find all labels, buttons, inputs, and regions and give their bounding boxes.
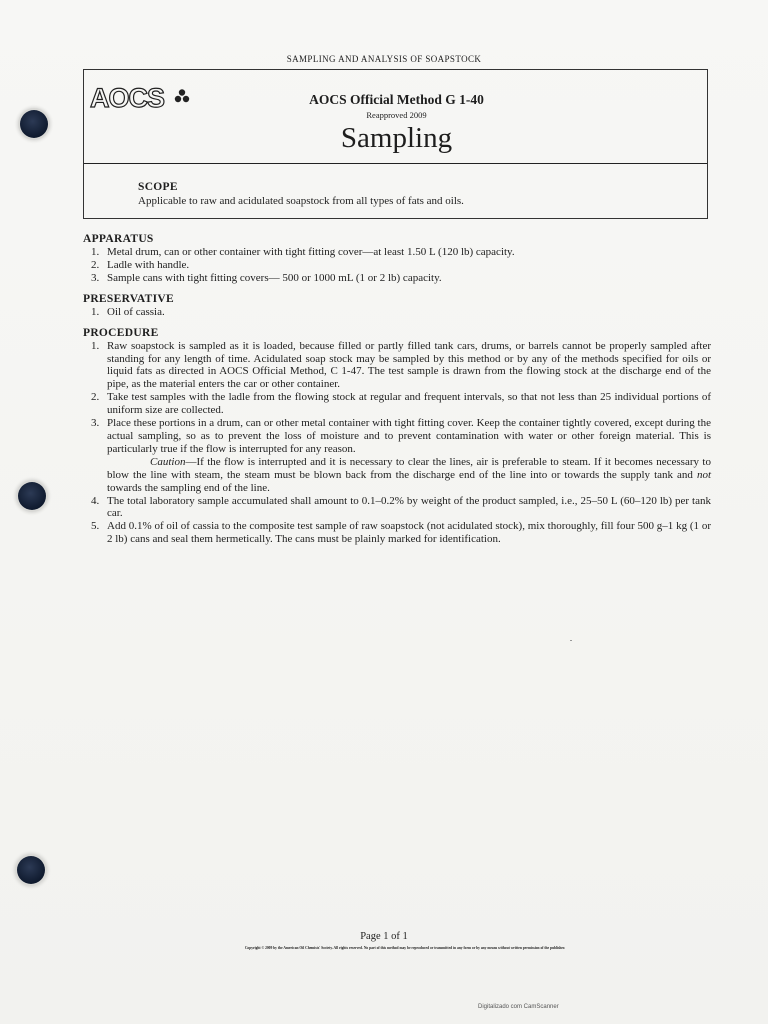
page-title: Sampling [340, 122, 453, 154]
caution-note: Caution—If the flow is interrupted and it is necessary to clear the lines, air is preferable to steam. If it becomes necessary to blow the line with steam, the steam must be blown back from the discharge end of the line into or towards the supply tank and not towards the sampling end of the line. [107, 455, 711, 494]
procedure-heading: PROCEDURE [83, 326, 159, 339]
list-item: 2. Take test samples with the ladle from the flowing stock at regular and frequent intervals, so that not less than 25 individual portions of uniform size are collected. [91, 391, 711, 417]
running-head: SAMPLING AND ANALYSIS OF SOAPSTOCK [286, 54, 482, 64]
preservative-heading: PRESERVATIVE [83, 292, 174, 305]
list-item: 4. The total laboratory sample accumulated shall amount to 0.1–0.2% by weight of the product sampled, i.e., 25–50 L (60–120 lb) per tank car. [91, 494, 711, 520]
scope-heading: SCOPE [138, 181, 178, 193]
binder-hole-middle [18, 482, 46, 510]
procedure-list-continued [83, 495, 711, 547]
binder-hole-top [20, 110, 48, 138]
reapproved-note: Reapproved 2009 [366, 110, 427, 120]
method-body [83, 233, 711, 554]
list-item: 1. Raw soapstock is sampled as it is loaded, because filled or partly filled tank cars, drums, or barrels cannot be properly sampled after standing for any length of time. Acidulated soap stock may be sampled by this method or by any of the methods specified for oils or liquid fats as directed in AOCS Official Method, C 1-47. The test sample is drawn from the flowing stock at the discharge end of the pipe, as the material enters the car or other container. [91, 339, 711, 391]
list-item: 1. Oil of cassia. [91, 305, 165, 318]
apparatus-list [83, 246, 711, 285]
binder-hole-bottom [17, 856, 45, 884]
aocs-logo: AOCS [90, 83, 165, 113]
list-item: 5. Add 0.1% of oil of cassia to the composite test sample of raw soapstock (not acidulated stock), mix thoroughly, fill four 500 g–1 kg (1 or 2 lb) cans and seal them hermetically. The cans must be plainly marked for identification. [91, 520, 711, 546]
page-number: Page 1 of 1 [360, 931, 408, 942]
scanner-watermark: Digitalizado com CamScanner [478, 1004, 559, 1010]
method-header-box [83, 69, 708, 219]
scan-speck [570, 640, 572, 641]
caution-label: Caution [150, 455, 186, 468]
copyright-notice: Copyright © 2009 by the American Oil Chemists' Society. All rights reserved. No part of this method may be reproduced or transmitted in any form or by any means without written permission of the publisher. [244, 946, 566, 950]
apparatus-heading: APPARATUS [83, 233, 154, 245]
procedure-list [83, 340, 711, 456]
preservative-list [83, 306, 711, 319]
list-item: 3. Place these portions in a drum, can or other metal container with tight fitting cover. Keep the container tightly covered, except during the actual sampling, so as to prevent the loss of moisture and to prevent contamination with water or other foreign material. This is particularly true if the flow is interrupted for any reason. [91, 417, 711, 455]
list-item: 3. Sample cans with tight fitting covers— 500 or 1000 mL (1 or 2 lb) capacity. [91, 271, 442, 284]
method-number: AOCS Official Method G 1-40 [309, 92, 484, 107]
header-divider [84, 163, 707, 164]
list-item: 1. Metal drum, can or other container with tight fitting cover—at least 1.50 L (120 lb) capacity. [91, 246, 515, 258]
list-item: 2. Ladle with handle. [91, 258, 190, 271]
apparatus-section [83, 233, 711, 285]
procedure-section [83, 327, 711, 547]
preservative-section [83, 293, 711, 319]
scope-text: Applicable to raw and acidulated soapstock from all types of fats and oils. [138, 195, 464, 207]
